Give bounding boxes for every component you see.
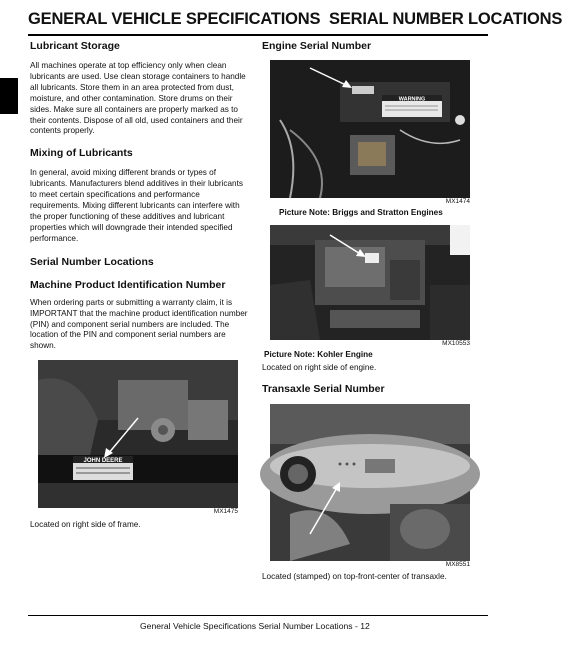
right-column [262, 40, 484, 581]
machine-pin-body: When ordering parts or submitting a warranty claim, it is IMPORTANT that the machine product identification number (PIN) and component serial numbers are included. The location of the PIN and component serial numbers are shown. [30, 297, 248, 351]
plate-brand-text: JOHN DEERE [83, 458, 123, 465]
photo-id-mx1474: MX1474 [445, 198, 470, 205]
photo-kohler-engine [270, 225, 470, 340]
picture-note-briggs: Picture Note: Briggs and Stratton Engines [279, 208, 443, 217]
lubricant-storage-body: All machines operate at top efficiency only when clean lubricants are used. Use clean storage containers to handle all lubricants. Store them in an area protected from dust, moisture, and other contamination. Store drums on their sides. Make sure all containers are properly marked as to their contents. Dispose of all old, used containers and their contents properly. [30, 61, 246, 136]
photo-transaxle [270, 404, 470, 561]
mixing-body: In general, avoid mixing different brands or types of lubricants. Manufacturers blend additives in their lubricants to meet certain specifications and performance requirements. Mixing different lubricants can interfere with the proper functioning of these additives and lubricant properties which will downgrade their intended specified performance. [30, 168, 243, 243]
page-header [28, 10, 562, 29]
frame-pin-illustration [38, 360, 238, 508]
warning-label-text: WARNING [398, 96, 426, 103]
header-title-left: GENERAL VEHICLE SPECIFICATIONS [28, 10, 321, 28]
footer-rule [28, 615, 488, 616]
header-title-right: SERIAL NUMBER LOCATIONS [329, 10, 562, 28]
left-column [30, 40, 252, 529]
heading-machine-pin: Machine Product Identification Number [30, 278, 226, 291]
heading-mixing-lubricants: Mixing of Lubricants [30, 147, 133, 160]
kohler-engine-illustration [270, 225, 470, 340]
caption-engine: Located on right side of engine. [262, 363, 377, 372]
briggs-engine-illustration [270, 60, 470, 198]
photo-frame-pin [38, 360, 238, 508]
heading-engine-serial: Engine Serial Number [262, 40, 372, 52]
photo-id-mx8551: MX8551 [445, 561, 470, 568]
heading-serial-number-locations: Serial Number Locations [30, 255, 154, 268]
picture-note-kohler: Picture Note: Kohler Engine [264, 350, 373, 359]
photo-id-mx10553: MX10553 [442, 340, 470, 347]
caption-frame: Located on right side of frame. [30, 520, 141, 530]
photo-id-mx1475: MX1475 [213, 508, 238, 516]
heading-lubricant-storage: Lubricant Storage [30, 40, 120, 52]
photo-briggs-engine [270, 60, 470, 198]
caption-transaxle: Located (stamped) on top-front-center of transaxle. [262, 572, 447, 581]
section-tab-marker [0, 78, 18, 114]
transaxle-illustration [270, 404, 470, 561]
heading-transaxle-serial: Transaxle Serial Number [262, 383, 385, 395]
page-footer: General Vehicle Specifications Serial Number Locations - 12 [140, 621, 370, 631]
header-rule [28, 34, 488, 36]
